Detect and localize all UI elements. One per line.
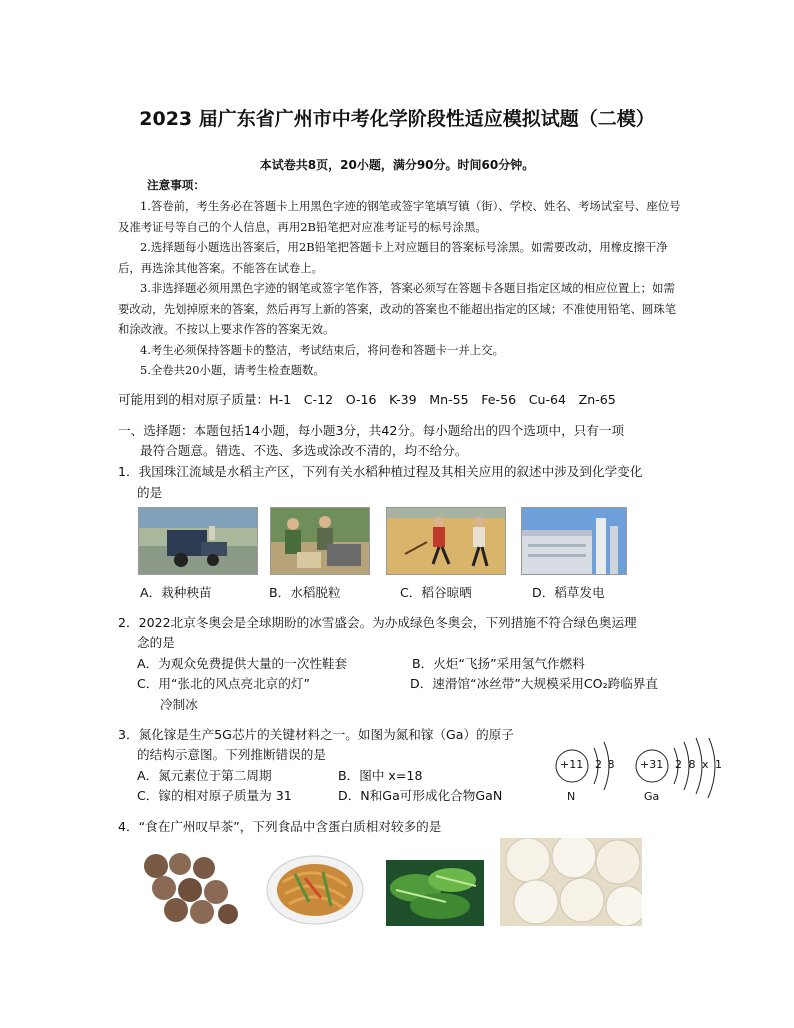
q3-option-b: B．图中 x=18 <box>338 768 423 783</box>
atomic-masses: 可能用到的相对原子质量：H-1 C-12 O-16 K-39 Mn-55 Fe-56 Cu-64 Zn-65 <box>118 392 616 407</box>
notice-heading: 注意事项： <box>147 178 205 192</box>
q3-stem-line1: 3．氮化镓是生产5G芯片的关键材料之一。如图为氮和镓（Ga）的原子 <box>118 727 514 742</box>
notice-list <box>118 196 683 381</box>
q1-option-a: A．栽种秧苗 <box>140 585 212 600</box>
q2-stem-line1: 2．2022北京冬奥会是全球期盼的冰雪盛会。为办成绿色冬奥会，下列措施不符合绿色奥运理 <box>118 615 637 630</box>
notice-item-3: 3.非选择题必须用黑色字迹的钢笔或签字笔作答，答案必须写在答题卡各题目指定区域的相应位置上；如需要改动，先划掉原来的答案，然后再写上新的答案，改动的答案也不能超出指定的区域；不准使用铅笔、圆珠笔和涂改液。不按以上要求作答的答案无效。 <box>118 281 677 336</box>
q1-stem-line2: 的是 <box>137 485 163 500</box>
q2-option-d-cont: 冷制冰 <box>160 697 198 712</box>
q1-photo-b-threshing <box>270 507 370 575</box>
q2-option-b: B．火炬“飞扬”采用氢气作燃料 <box>412 656 585 671</box>
q4-stem-line1: 4．“食在广州叹早茶”，下列食品中含蛋白质相对较多的是 <box>118 819 442 834</box>
q4-photo-vegetables <box>386 860 484 926</box>
n-shells: 2 8 <box>595 758 615 771</box>
section1-line1: 一、选择题：本题包括14小题，每小题3分，共42分。每小题给出的四个选项中，只有一项 <box>118 423 625 438</box>
q4-photo-buns <box>500 838 642 926</box>
q1-stem-line1: 1．我国珠江流域是水稻主产区，下列有关水稻种植过程及其相关应用的叙述中涉及到化学变化 <box>118 464 643 479</box>
q2-stem-line2: 念的是 <box>137 635 175 650</box>
q3-option-a: A．氮元素位于第二周期 <box>137 768 272 783</box>
atom-structure-diagram <box>552 738 752 808</box>
q1-option-c: C．稻谷晾晒 <box>400 585 472 600</box>
q2-option-d: D．速滑馆“冰丝带”大规模采用CO₂跨临界直 <box>410 676 659 691</box>
ga-nucleus: +31 <box>640 758 664 771</box>
ga-shells: 2 8 x 1 <box>675 758 722 771</box>
exam-subtitle: 本试卷共8页，20小题，满分90分。时间60分钟。 <box>259 158 535 172</box>
q3-option-d: D．N和Ga可形成化合物GaN <box>338 788 503 803</box>
n-label: N <box>567 790 576 803</box>
q3-option-c: C．镓的相对原子质量为 31 <box>137 788 292 803</box>
n-nucleus: +11 <box>560 758 584 771</box>
q1-option-d: D．稻草发电 <box>532 585 605 600</box>
q1-photo-a-planting <box>138 507 258 575</box>
ga-label: Ga <box>644 790 660 803</box>
section1-line2: 最符合题意。错选、不选、多选或涂改不清的，均不给分。 <box>140 443 468 458</box>
notice-item-5: 5.全卷共20小题，请考生检查题数。 <box>140 363 325 377</box>
q4-photo-meatballs <box>138 852 242 926</box>
q1-photo-c-drying <box>386 507 506 575</box>
notice-item-2: 2.选择题每小题选出答案后，用2B铅笔把答题卡上对应题目的答案标号涂黑。如需要改动，用橡皮擦干净后，再选涂其他答案。不能答在试卷上。 <box>118 240 668 275</box>
q1-option-b: B．水稻脱粒 <box>269 585 341 600</box>
q4-photo-noodles <box>265 852 365 926</box>
q2-option-c: C．用“张北的风点亮北京的灯” <box>137 676 310 691</box>
exam-title: 2023 届广东省广州市中考化学阶段性适应模拟试题（二模） <box>139 108 655 130</box>
notice-item-4: 4.考生必须保持答题卡的整洁，考试结束后，将问卷和答题卡一并上交。 <box>140 342 504 357</box>
q1-photo-d-power-plant <box>521 507 627 575</box>
q3-stem-line2: 的结构示意图。下列推断错误的是 <box>137 747 326 762</box>
q2-option-a: A．为观众免费提供大量的一次性鞋套 <box>137 656 348 671</box>
notice-item-1: 1.答卷前，考生务必在答题卡上用黑色字迹的钢笔或签字笔填写镇（街）、学校、姓名、考场试室号、座位号及准考证号等自己的个人信息，再用2B铅笔把对应准考证号的标号涂黑。 <box>118 199 681 234</box>
